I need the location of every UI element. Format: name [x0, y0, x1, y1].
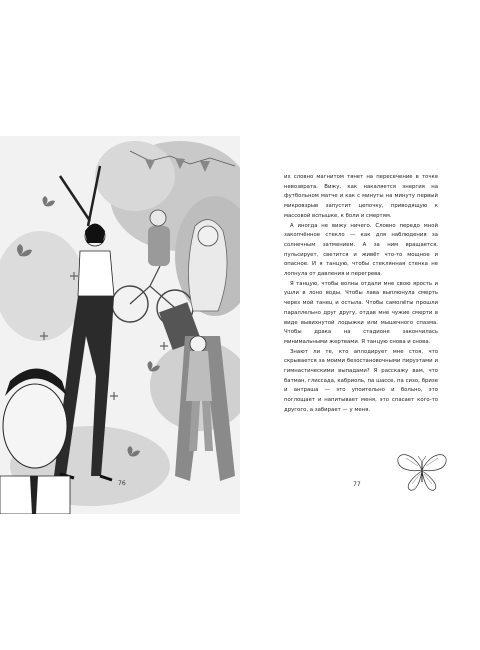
- paragraph-3: Я танцую, чтобы волны отдали мне свою ярость и ушли в лоно воды. Чтобы лава выплюнула смерть через мой танец и остыла. Чтобы самолёты прошли параллельно друг другу, отдав мне чужие смерти в виде вывихнутой лодыжки или мышечного спазма. Чтобы драка на стадионе закончилась минимальными жертвами. Я танцую снова и снова.: [284, 280, 438, 345]
- paragraph-2: А иногда не вижу ничего. Словно передо мной закопчённое стекло — как для наблюдения за солнечным затмением. А за ним вращается, пульсирует, светится и живёт что-то мощное и опасное. И я танцую, чтобы стеклянная стенка не лопнула от давления и перегрева.: [284, 222, 438, 278]
- page-number-right: 77: [353, 481, 361, 488]
- page-number-left: 76: [118, 480, 126, 487]
- paragraph-4: Знают ли те, кто аплодирует мне стоя, что скрывается за моими безостановочными пируэтами и гимнастическими выпадами? Я расскажу вам, что батман, глиссада, кабриоль, па шассе, па сизо, бризе и антраша — это упоительно и больно, это поглощает и напитывает меня, это спасает кого-то другого, а забирает — у меня.: [284, 348, 438, 413]
- butterfly-icon: [394, 448, 450, 494]
- left-page-illustration: [0, 136, 240, 514]
- body-text: [284, 173, 438, 416]
- dancer-illustration: [0, 136, 240, 514]
- paragraph-1: их словно магнитом тянет на пересечение в точке невозврата. Вижу, как накаляется энергия на футбольном матче и как с минуты на минуту первый микровзрыв запустит цепочку, приводящую к массовой вспышке, к боли и смертям.: [284, 174, 438, 219]
